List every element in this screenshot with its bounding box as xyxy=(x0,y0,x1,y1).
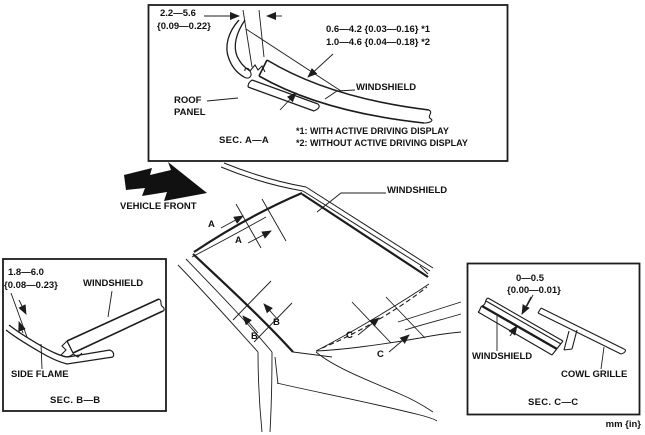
units-note: mm {in} xyxy=(605,419,641,430)
windshield-label: WINDSHIELD xyxy=(356,82,417,93)
gap-arrow-upper xyxy=(19,300,26,314)
dimension-line xyxy=(527,295,533,306)
section-mark-label-a: A xyxy=(208,219,215,230)
extension-line xyxy=(243,10,252,67)
section-mark-label-a: A xyxy=(235,235,242,246)
windshield-leader xyxy=(317,193,386,212)
section-mark-label-c: C xyxy=(377,349,384,360)
windshield-label: WINDSHIELD xyxy=(83,278,144,289)
dim-gap-mm: 1.8—6.0 xyxy=(8,267,44,278)
windshield-glass-section xyxy=(478,298,563,355)
footnote-2: *2: WITHOUT ACTIVE DRIVING DISPLAY xyxy=(296,138,468,148)
section-bb-title: SEC. B—B xyxy=(50,395,101,406)
windshield-label: WINDSHIELD xyxy=(472,351,533,362)
cowl-and-hood-lines xyxy=(316,284,461,412)
cowl-grille-leader xyxy=(601,347,604,369)
dim-gap-in: {0.00—0.01} xyxy=(507,285,561,296)
roof-panel-label: PANEL xyxy=(174,107,206,118)
vehicle-front-label: VEHICLE FRONT xyxy=(120,201,197,212)
cowl-grille-label: COWL GRILLE xyxy=(561,369,628,380)
section-mark-label-c: C xyxy=(346,330,353,341)
windshield-label: WINDSHIELD xyxy=(387,185,448,196)
footnote-1: *1: WITH ACTIVE DRIVING DISPLAY xyxy=(296,126,449,136)
cowl-grille-section xyxy=(538,308,625,354)
windshield-glass-section xyxy=(61,299,164,355)
windshield-leader xyxy=(108,291,112,317)
roof-panel-label: ROOF xyxy=(174,95,202,106)
a-pillar-and-body-lines xyxy=(178,259,437,432)
glass-gap-arrow-lower xyxy=(280,93,296,110)
section-cc-title: SEC. C—C xyxy=(528,397,579,408)
glass-gap-arrow-upper xyxy=(308,54,333,77)
section-mark-label-b: B xyxy=(251,331,258,342)
dim-roof-gap-in: {0.09—0.22} xyxy=(157,21,211,32)
section-aa-title: SEC. A—A xyxy=(219,135,270,146)
section-mark-label-b: B xyxy=(273,317,280,328)
side-frame-label: SIDE FLAME xyxy=(11,369,69,380)
dim-gap-mm: 0—0.5 xyxy=(516,273,544,284)
dim-roof-gap-mm: 2.2—5.6 xyxy=(160,8,196,19)
vehicle-perspective-view xyxy=(178,163,461,432)
section-b-marks xyxy=(233,281,292,342)
dim-gap-in: {0.08—0.23} xyxy=(4,280,58,291)
vehicle-front-arrow xyxy=(124,162,207,201)
gap-arrow-upper xyxy=(522,297,531,314)
dim-glass-gap-1: 0.6—4.2 {0.03—0.16} *1 xyxy=(326,24,431,35)
extension-line xyxy=(259,10,264,57)
windshield-outline xyxy=(192,193,428,352)
side-frame-leader xyxy=(41,344,42,369)
section-c-marks xyxy=(352,297,425,352)
dimension-line xyxy=(11,293,27,337)
roof-panel-leader xyxy=(207,98,238,101)
dim-glass-gap-2: 1.0—4.6 {0.04—0.18} *2 xyxy=(326,37,431,48)
